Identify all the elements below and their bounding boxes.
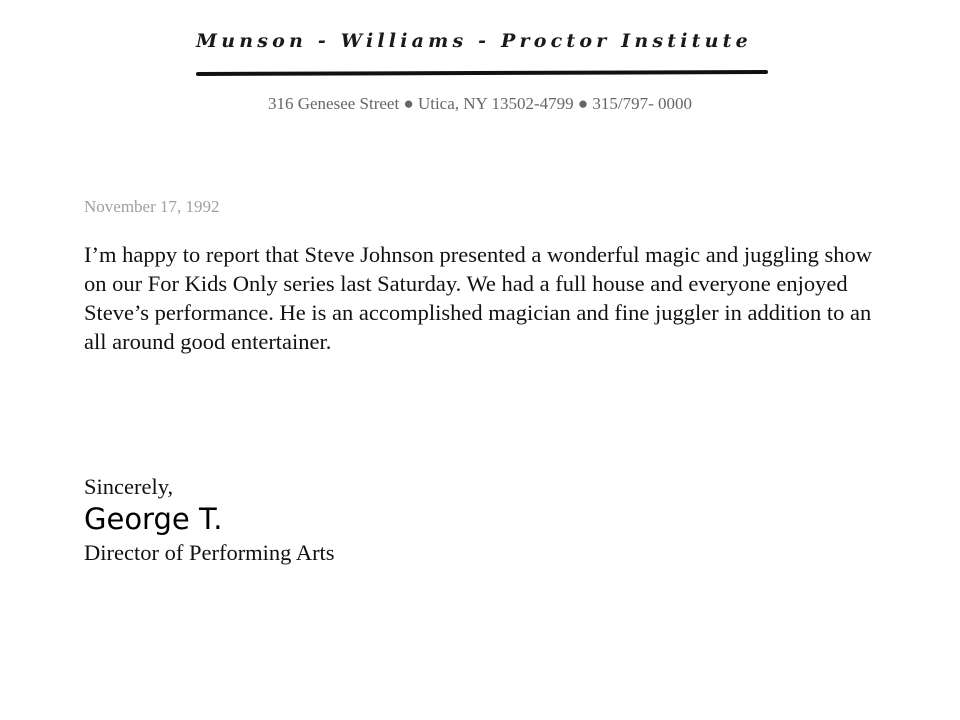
letter-date: November 17, 1992 (84, 197, 220, 216)
letter-closing: Sincerely, (84, 474, 174, 499)
signature: George T. (84, 502, 223, 536)
letterhead-rule (196, 70, 768, 76)
letterhead-address: 316 Genesee Street ● Utica, NY 13502-4799 ● 315/797- 0000 (267, 94, 693, 113)
letter-body: I’m happy to report that Steve Johnson presented a wonderful magic and juggling show on our For Kids Only series last Saturday. We had a full house and everyone enjoyed Steve’s performance. He is an accomplished magician and fine juggler in addition to an all around good entertainer. (84, 242, 872, 354)
signer-title: Director of Performing Arts (84, 540, 335, 565)
letterhead-organization-name: Munson - Williams - Proctor Institute (196, 30, 752, 52)
